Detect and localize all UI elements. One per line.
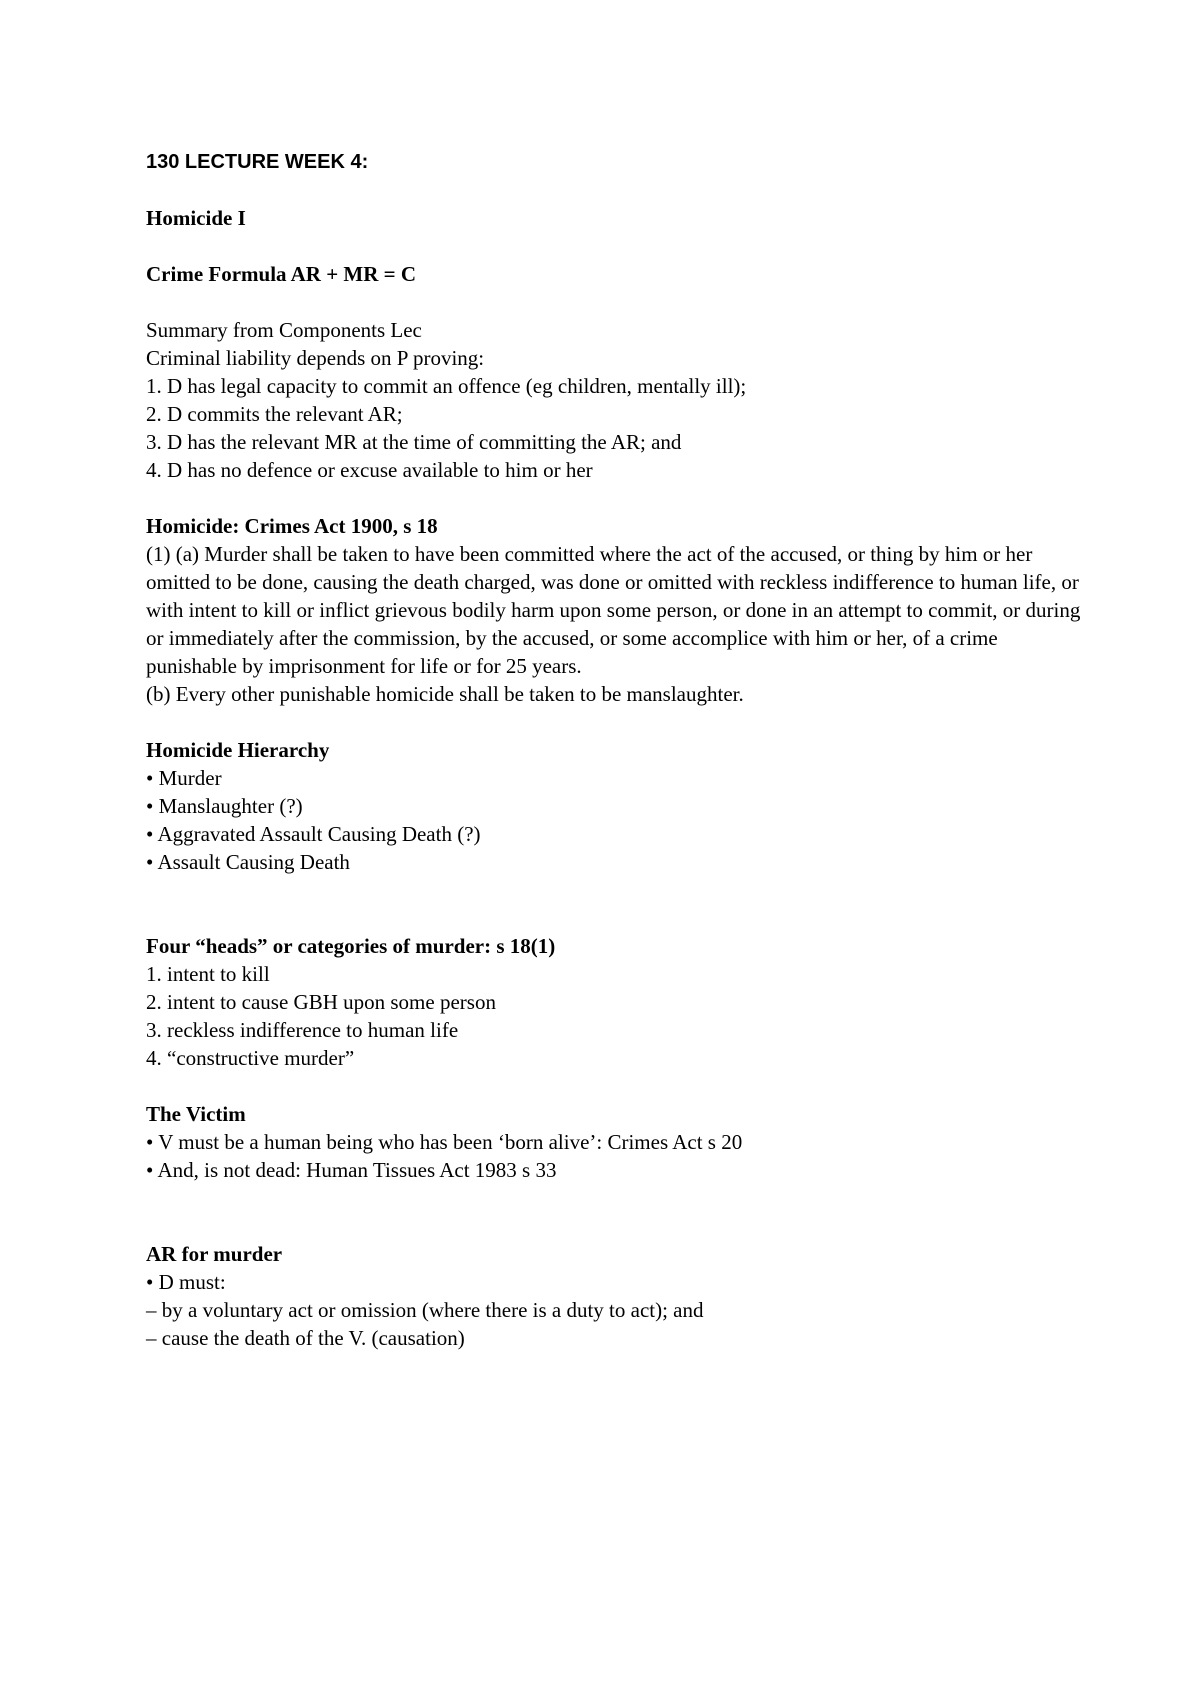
- summary-item: 3. D has the relevant MR at the time of committing the AR; and: [146, 430, 682, 454]
- summary-title: Summary from Components Lec: [146, 318, 422, 342]
- hierarchy-item: • Aggravated Assault Causing Death (?): [146, 822, 481, 846]
- summary-item: 4. D has no defence or excuse available to him or her: [146, 458, 593, 482]
- summary-item: 1. D has legal capacity to commit an offence (eg children, mentally ill);: [146, 374, 747, 398]
- victim-item: • And, is not dead: Human Tissues Act 1983 s 33: [146, 1158, 557, 1182]
- ar-murder-item: – by a voluntary act or omission (where there is a duty to act); and: [146, 1298, 704, 1322]
- crime-formula-heading: Crime Formula AR + MR = C: [146, 262, 417, 286]
- summary-item: 2. D commits the relevant AR;: [146, 402, 403, 426]
- hierarchy-heading: Homicide Hierarchy: [146, 738, 330, 762]
- summary-section: [146, 316, 1086, 484]
- ar-murder-section: [146, 1240, 1086, 1352]
- crimes-act-paragraph-b: (b) Every other punishable homicide shall be taken to be manslaughter.: [146, 682, 744, 706]
- crimes-act-section: [146, 512, 1086, 708]
- heads-item: 2. intent to cause GBH upon some person: [146, 990, 496, 1014]
- ar-murder-heading: AR for murder: [146, 1242, 283, 1266]
- ar-murder-item: – cause the death of the V. (causation): [146, 1326, 465, 1350]
- hierarchy-item: • Murder: [146, 766, 222, 790]
- crimes-act-paragraph-a: (1) (a) Murder shall be taken to have been committed where the act of the accused, or thing by him or her omitted to be done, causing the death charged, was done or omitted with reckless indifference to human life, or with intent to kill or inflict grievous bodily harm upon some person, or done in an attempt to commit, or during or immediately after the commission, by the accused, or some accomplice with him or her, of a crime punishable by imprisonment for life or for 25 years.: [146, 542, 1081, 678]
- victim-heading: The Victim: [146, 1102, 246, 1126]
- heads-item: 1. intent to kill: [146, 962, 270, 986]
- heads-item: 4. “constructive murder”: [146, 1046, 355, 1070]
- crimes-act-heading: Homicide: Crimes Act 1900, s 18: [146, 514, 438, 538]
- document-title: 130 LECTURE WEEK 4:: [146, 151, 369, 173]
- victim-item: • V must be a human being who has been ‘born alive’: Crimes Act s 20: [146, 1130, 743, 1154]
- hierarchy-item: • Assault Causing Death: [146, 850, 350, 874]
- document-page: [146, 148, 1086, 1352]
- heads-item: 3. reckless indifference to human life: [146, 1018, 459, 1042]
- victim-section: [146, 1100, 1086, 1184]
- section-heading-homicide-i: Homicide I: [146, 206, 246, 230]
- ar-murder-item: • D must:: [146, 1270, 226, 1294]
- heads-section: [146, 932, 1086, 1072]
- hierarchy-item: • Manslaughter (?): [146, 794, 303, 818]
- heads-heading: Four “heads” or categories of murder: s 18(1): [146, 934, 556, 958]
- summary-intro: Criminal liability depends on P proving:: [146, 346, 485, 370]
- hierarchy-section: [146, 736, 1086, 876]
